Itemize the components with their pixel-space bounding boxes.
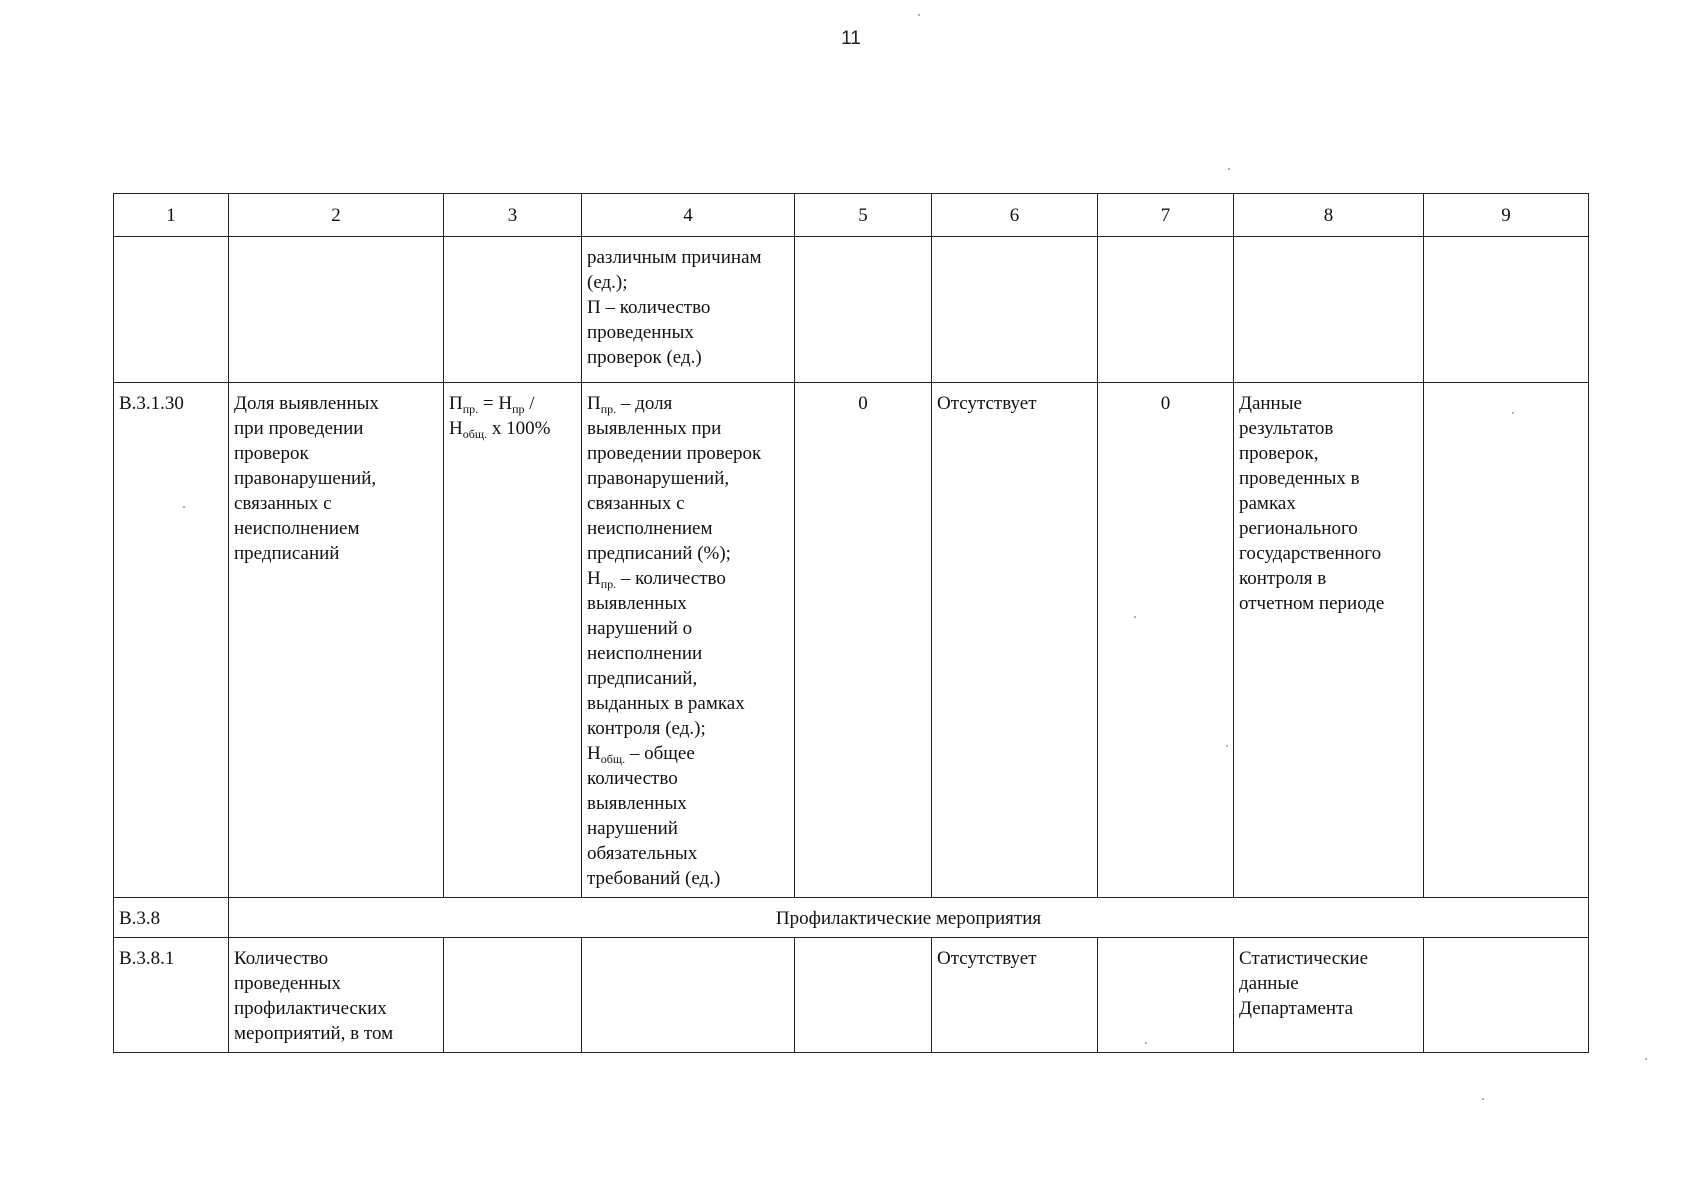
text-line: контроля (ед.); — [587, 718, 706, 739]
indicator-row-b3130 — [114, 383, 1589, 898]
text-line: выявленных при — [587, 418, 722, 439]
cell-empty — [1424, 237, 1589, 383]
indicator-col6-value: Отсутствует — [932, 383, 1098, 898]
text-line: государственного — [1239, 543, 1382, 564]
scan-speck — [1512, 412, 1514, 414]
cell-empty — [795, 237, 932, 383]
text-line: Данные — [1239, 393, 1302, 414]
text-line: нарушений о — [587, 618, 693, 639]
indicator-col7-value: 0 — [1098, 383, 1234, 898]
indicator-col9-value — [1424, 383, 1589, 898]
indicators-table — [113, 193, 1589, 1053]
scan-speck — [1482, 1098, 1484, 1100]
formula-line: $Н_{общ.}$ х 100% — [449, 418, 551, 441]
text-line: проверок (ед.) — [587, 347, 702, 368]
text-line: связанных с — [587, 493, 685, 514]
cell-empty — [444, 237, 582, 383]
header-col-4: 4 — [582, 194, 795, 237]
text-line: обязательных — [587, 843, 698, 864]
text-line: проведенных — [587, 322, 694, 343]
text-line: регионального — [1239, 518, 1358, 539]
text-line: выявленных — [587, 593, 687, 614]
text-line: различным причинам — [587, 247, 762, 268]
text-line: $П_{пр.}$ – доля — [587, 393, 673, 416]
indicator-source — [1234, 938, 1424, 1053]
header-col-3: 3 — [444, 194, 582, 237]
text-line: проведенных — [234, 973, 341, 994]
scan-speck — [1228, 168, 1230, 170]
section-title: Профилактические мероприятия — [229, 898, 1589, 938]
cell-empty — [1234, 237, 1424, 383]
text-line: выявленных — [587, 793, 687, 814]
scan-speck — [183, 506, 185, 508]
header-col-9: 9 — [1424, 194, 1589, 237]
text-line: проведенных в — [1239, 468, 1360, 489]
text-line: Департамента — [1239, 998, 1354, 1019]
text-line: нарушений — [587, 818, 678, 839]
scan-speck — [1645, 1058, 1647, 1060]
indicator-name — [229, 938, 444, 1053]
indicator-col6-value: Отсутствует — [932, 938, 1098, 1053]
cell-empty — [229, 237, 444, 383]
indicator-description — [582, 383, 795, 898]
cell-empty — [444, 938, 582, 1053]
text-line: количество — [587, 768, 678, 789]
cell-empty — [582, 938, 795, 1053]
text-line: Статистические — [1239, 948, 1369, 969]
header-col-1: 1 — [114, 194, 229, 237]
text-line: профилактических — [234, 998, 387, 1019]
text-line: связанных с — [234, 493, 332, 514]
text-line: данные — [1239, 973, 1299, 994]
scan-speck — [918, 14, 920, 16]
text-line: результатов — [1239, 418, 1334, 439]
header-col-2: 2 — [229, 194, 444, 237]
indicator-source — [1234, 383, 1424, 898]
text-line: правонарушений, — [234, 468, 377, 489]
cell-empty — [932, 237, 1098, 383]
cell-empty — [1098, 938, 1234, 1053]
text-line: рамках — [1239, 493, 1296, 514]
indicator-name — [229, 383, 444, 898]
text-line: предписаний, — [587, 668, 698, 689]
text-line: проведении проверок — [587, 443, 762, 464]
header-row — [114, 194, 1589, 237]
scan-speck — [1134, 616, 1136, 618]
text-line: Доля выявленных — [234, 393, 379, 414]
indicator-code: В.3.1.30 — [114, 383, 229, 898]
indicator-formula — [444, 383, 582, 898]
section-code: В.3.8 — [114, 898, 229, 938]
header-col-8: 8 — [1234, 194, 1424, 237]
text-line: контроля в — [1239, 568, 1327, 589]
text-line: правонарушений, — [587, 468, 730, 489]
text-line: предписаний — [234, 543, 340, 564]
text-line: $Н_{пр.}$ – количество — [587, 568, 726, 591]
scan-speck — [1226, 745, 1228, 747]
section-row-b38 — [114, 898, 1589, 938]
text-line: (ед.); — [587, 272, 628, 293]
indicator-row-b381 — [114, 938, 1589, 1053]
text-line: проверок, — [1239, 443, 1319, 464]
continued-description — [582, 237, 795, 383]
text-line: при проведении — [234, 418, 364, 439]
text-line: П – количество — [587, 297, 711, 318]
scan-speck — [1145, 1042, 1147, 1044]
header-col-7: 7 — [1098, 194, 1234, 237]
text-line: $Н_{общ.}$ – общее — [587, 743, 695, 766]
text-line: выданных в рамках — [587, 693, 745, 714]
text-line: предписаний (%); — [587, 543, 731, 564]
cell-empty — [1424, 938, 1589, 1053]
cell-empty — [795, 938, 932, 1053]
text-line: неисполнением — [234, 518, 360, 539]
cell-empty — [114, 237, 229, 383]
text-line: мероприятий, в том — [234, 1023, 394, 1044]
text-line: проверок — [234, 443, 309, 464]
indicator-col5-value: 0 — [795, 383, 932, 898]
continued-row — [114, 237, 1589, 383]
formula-line: $П_{пр.} = Н_{пр}$ / — [449, 393, 535, 416]
indicator-code: В.3.8.1 — [114, 938, 229, 1053]
text-line: отчетном периоде — [1239, 593, 1385, 614]
cell-empty — [1098, 237, 1234, 383]
header-col-5: 5 — [795, 194, 932, 237]
text-line: требований (ед.) — [587, 868, 721, 889]
page-number: 11 — [841, 28, 861, 49]
text-line: неисполнении — [587, 643, 703, 664]
header-col-6: 6 — [932, 194, 1098, 237]
text-line: Количество — [234, 948, 329, 969]
text-line: неисполнением — [587, 518, 713, 539]
